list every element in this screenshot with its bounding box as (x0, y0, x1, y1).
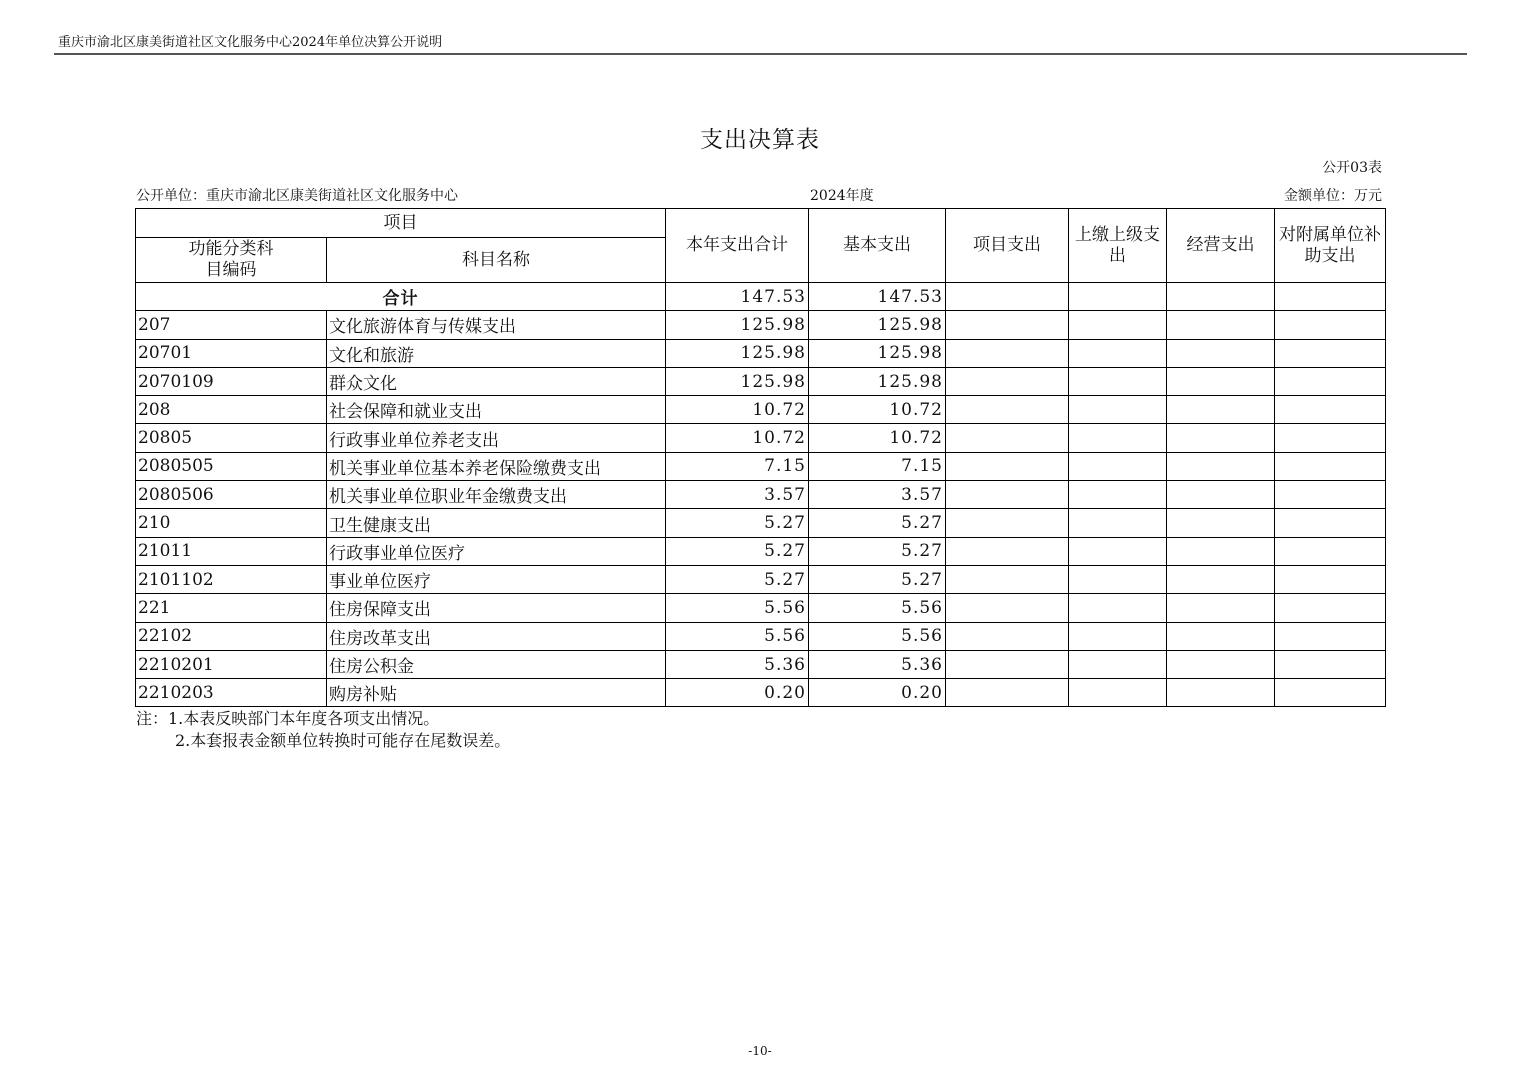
subsidy-cell (1275, 650, 1386, 678)
business-cell (1167, 283, 1275, 311)
upper-cell (1069, 424, 1167, 452)
upper-cell (1069, 537, 1167, 565)
subsidy-cell (1275, 565, 1386, 593)
total-row (136, 283, 1386, 311)
business-cell (1167, 650, 1275, 678)
total-cell: 5.27 (666, 509, 809, 537)
name-cell: 住房公积金 (327, 650, 666, 678)
code-cell: 22102 (136, 622, 327, 650)
business-cell (1167, 396, 1275, 424)
name-cell: 购房补贴 (327, 679, 666, 707)
table-row (136, 537, 1386, 565)
basic-cell: 0.20 (809, 679, 946, 707)
code-cell: 2210201 (136, 650, 327, 678)
subsidy-cell (1275, 424, 1386, 452)
project-cell (946, 283, 1069, 311)
table-row (136, 679, 1386, 707)
subsidy-cell (1275, 311, 1386, 339)
name-cell: 住房保障支出 (327, 594, 666, 622)
upper-cell (1069, 452, 1167, 480)
basic-cell: 125.98 (809, 339, 946, 367)
business-cell (1167, 509, 1275, 537)
upper-cell (1069, 565, 1167, 593)
upper-cell (1069, 283, 1167, 311)
name-cell: 群众文化 (327, 367, 666, 395)
business-cell (1167, 452, 1275, 480)
basic-cell: 5.56 (809, 594, 946, 622)
subsidy-cell (1275, 283, 1386, 311)
basic-cell: 125.98 (809, 311, 946, 339)
name-cell: 社会保障和就业支出 (327, 396, 666, 424)
header-total: 本年支出合计 (666, 209, 809, 283)
upper-cell (1069, 339, 1167, 367)
project-cell (946, 565, 1069, 593)
currency-unit: 金额单位：万元 (1284, 188, 1382, 204)
total-cell: 0.20 (666, 679, 809, 707)
total-cell: 3.57 (666, 481, 809, 509)
name-cell: 卫生健康支出 (327, 509, 666, 537)
name-cell: 文化旅游体育与传媒支出 (327, 311, 666, 339)
header-rule (54, 53, 1467, 55)
name-cell: 机关事业单位职业年金缴费支出 (327, 481, 666, 509)
project-cell (946, 594, 1069, 622)
name-cell: 行政事业单位医疗 (327, 537, 666, 565)
basic-cell: 5.36 (809, 650, 946, 678)
total-cell: 147.53 (666, 283, 809, 311)
upper-cell (1069, 396, 1167, 424)
name-cell: 住房改革支出 (327, 622, 666, 650)
header-row-1 (136, 209, 1386, 238)
expense-table (135, 208, 1386, 707)
code-cell: 20805 (136, 424, 327, 452)
code-cell: 2070109 (136, 367, 327, 395)
header-subsidy: 对附属单位补助支出 (1275, 209, 1386, 283)
code-cell: 208 (136, 396, 327, 424)
basic-cell: 10.72 (809, 424, 946, 452)
name-cell: 文化和旅游 (327, 339, 666, 367)
table-row (136, 650, 1386, 678)
total-cell: 10.72 (666, 424, 809, 452)
header-business: 经营支出 (1167, 209, 1275, 283)
basic-cell: 3.57 (809, 481, 946, 509)
subsidy-cell (1275, 367, 1386, 395)
code-cell: 2101102 (136, 565, 327, 593)
business-cell (1167, 565, 1275, 593)
total-cell: 125.98 (666, 367, 809, 395)
name-cell: 事业单位医疗 (327, 565, 666, 593)
table-row (136, 311, 1386, 339)
header-basic: 基本支出 (809, 209, 946, 283)
total-label: 合计 (136, 283, 666, 311)
total-cell: 5.56 (666, 622, 809, 650)
business-cell (1167, 339, 1275, 367)
project-cell (946, 481, 1069, 509)
upper-cell (1069, 367, 1167, 395)
project-cell (946, 367, 1069, 395)
project-cell (946, 679, 1069, 707)
total-cell: 5.36 (666, 650, 809, 678)
code-cell: 210 (136, 509, 327, 537)
business-cell (1167, 311, 1275, 339)
header-item: 项目 (136, 209, 666, 238)
table-row (136, 367, 1386, 395)
total-cell: 5.27 (666, 537, 809, 565)
subsidy-cell (1275, 509, 1386, 537)
table-row (136, 452, 1386, 480)
business-cell (1167, 367, 1275, 395)
basic-cell: 10.72 (809, 396, 946, 424)
name-cell: 机关事业单位基本养老保险缴费支出 (327, 452, 666, 480)
table-row (136, 396, 1386, 424)
upper-cell (1069, 594, 1167, 622)
upper-cell (1069, 650, 1167, 678)
table-row (136, 509, 1386, 537)
code-cell: 20701 (136, 339, 327, 367)
business-cell (1167, 424, 1275, 452)
note-2: 2.本套报表金额单位转换时可能存在尾数误差。 (175, 731, 511, 750)
table-code: 公开03表 (1322, 160, 1382, 176)
code-cell: 207 (136, 311, 327, 339)
table-row (136, 424, 1386, 452)
total-cell: 5.27 (666, 565, 809, 593)
table-row (136, 594, 1386, 622)
project-cell (946, 650, 1069, 678)
subsidy-cell (1275, 622, 1386, 650)
meta-row (136, 185, 1384, 205)
code-cell: 221 (136, 594, 327, 622)
subsidy-cell (1275, 339, 1386, 367)
upper-cell (1069, 481, 1167, 509)
project-cell (946, 311, 1069, 339)
table-row (136, 339, 1386, 367)
header-subject-name: 科目名称 (327, 238, 666, 283)
header-project: 项目支出 (946, 209, 1069, 283)
code-cell: 2080505 (136, 452, 327, 480)
reporting-unit: 公开单位：重庆市渝北区康美街道社区文化服务中心 (136, 188, 458, 204)
name-cell: 行政事业单位养老支出 (327, 424, 666, 452)
business-cell (1167, 622, 1275, 650)
fiscal-year: 2024年度 (810, 188, 874, 204)
project-cell (946, 537, 1069, 565)
subsidy-cell (1275, 594, 1386, 622)
project-cell (946, 396, 1069, 424)
header-func-code: 功能分类科目编码 (136, 238, 327, 283)
note-1: 注：1.本表反映部门本年度各项支出情况。 (136, 709, 440, 728)
total-cell: 125.98 (666, 339, 809, 367)
table-row (136, 565, 1386, 593)
page-number: -10- (748, 1044, 772, 1058)
code-cell: 2080506 (136, 481, 327, 509)
table-row (136, 481, 1386, 509)
subsidy-cell (1275, 396, 1386, 424)
table-row (136, 622, 1386, 650)
basic-cell: 5.56 (809, 622, 946, 650)
basic-cell: 5.27 (809, 509, 946, 537)
business-cell (1167, 679, 1275, 707)
project-cell (946, 452, 1069, 480)
total-cell: 5.56 (666, 594, 809, 622)
basic-cell: 5.27 (809, 565, 946, 593)
table-notes (136, 708, 510, 752)
upper-cell (1069, 509, 1167, 537)
subsidy-cell (1275, 481, 1386, 509)
subsidy-cell (1275, 452, 1386, 480)
subsidy-cell (1275, 537, 1386, 565)
project-cell (946, 424, 1069, 452)
business-cell (1167, 481, 1275, 509)
subsidy-cell (1275, 679, 1386, 707)
total-cell: 7.15 (666, 452, 809, 480)
upper-cell (1069, 311, 1167, 339)
basic-cell: 7.15 (809, 452, 946, 480)
running-header: 重庆市渝北区康美街道社区文化服务中心2024年单位决算公开说明 (58, 35, 443, 50)
header-upper: 上缴上级支出 (1069, 209, 1167, 283)
basic-cell: 125.98 (809, 367, 946, 395)
project-cell (946, 622, 1069, 650)
page-title: 支出决算表 (700, 127, 820, 153)
basic-cell: 5.27 (809, 537, 946, 565)
project-cell (946, 339, 1069, 367)
project-cell (946, 509, 1069, 537)
code-cell: 2210203 (136, 679, 327, 707)
total-cell: 125.98 (666, 311, 809, 339)
upper-cell (1069, 679, 1167, 707)
upper-cell (1069, 622, 1167, 650)
business-cell (1167, 537, 1275, 565)
total-cell: 10.72 (666, 396, 809, 424)
code-cell: 21011 (136, 537, 327, 565)
business-cell (1167, 594, 1275, 622)
basic-cell: 147.53 (809, 283, 946, 311)
